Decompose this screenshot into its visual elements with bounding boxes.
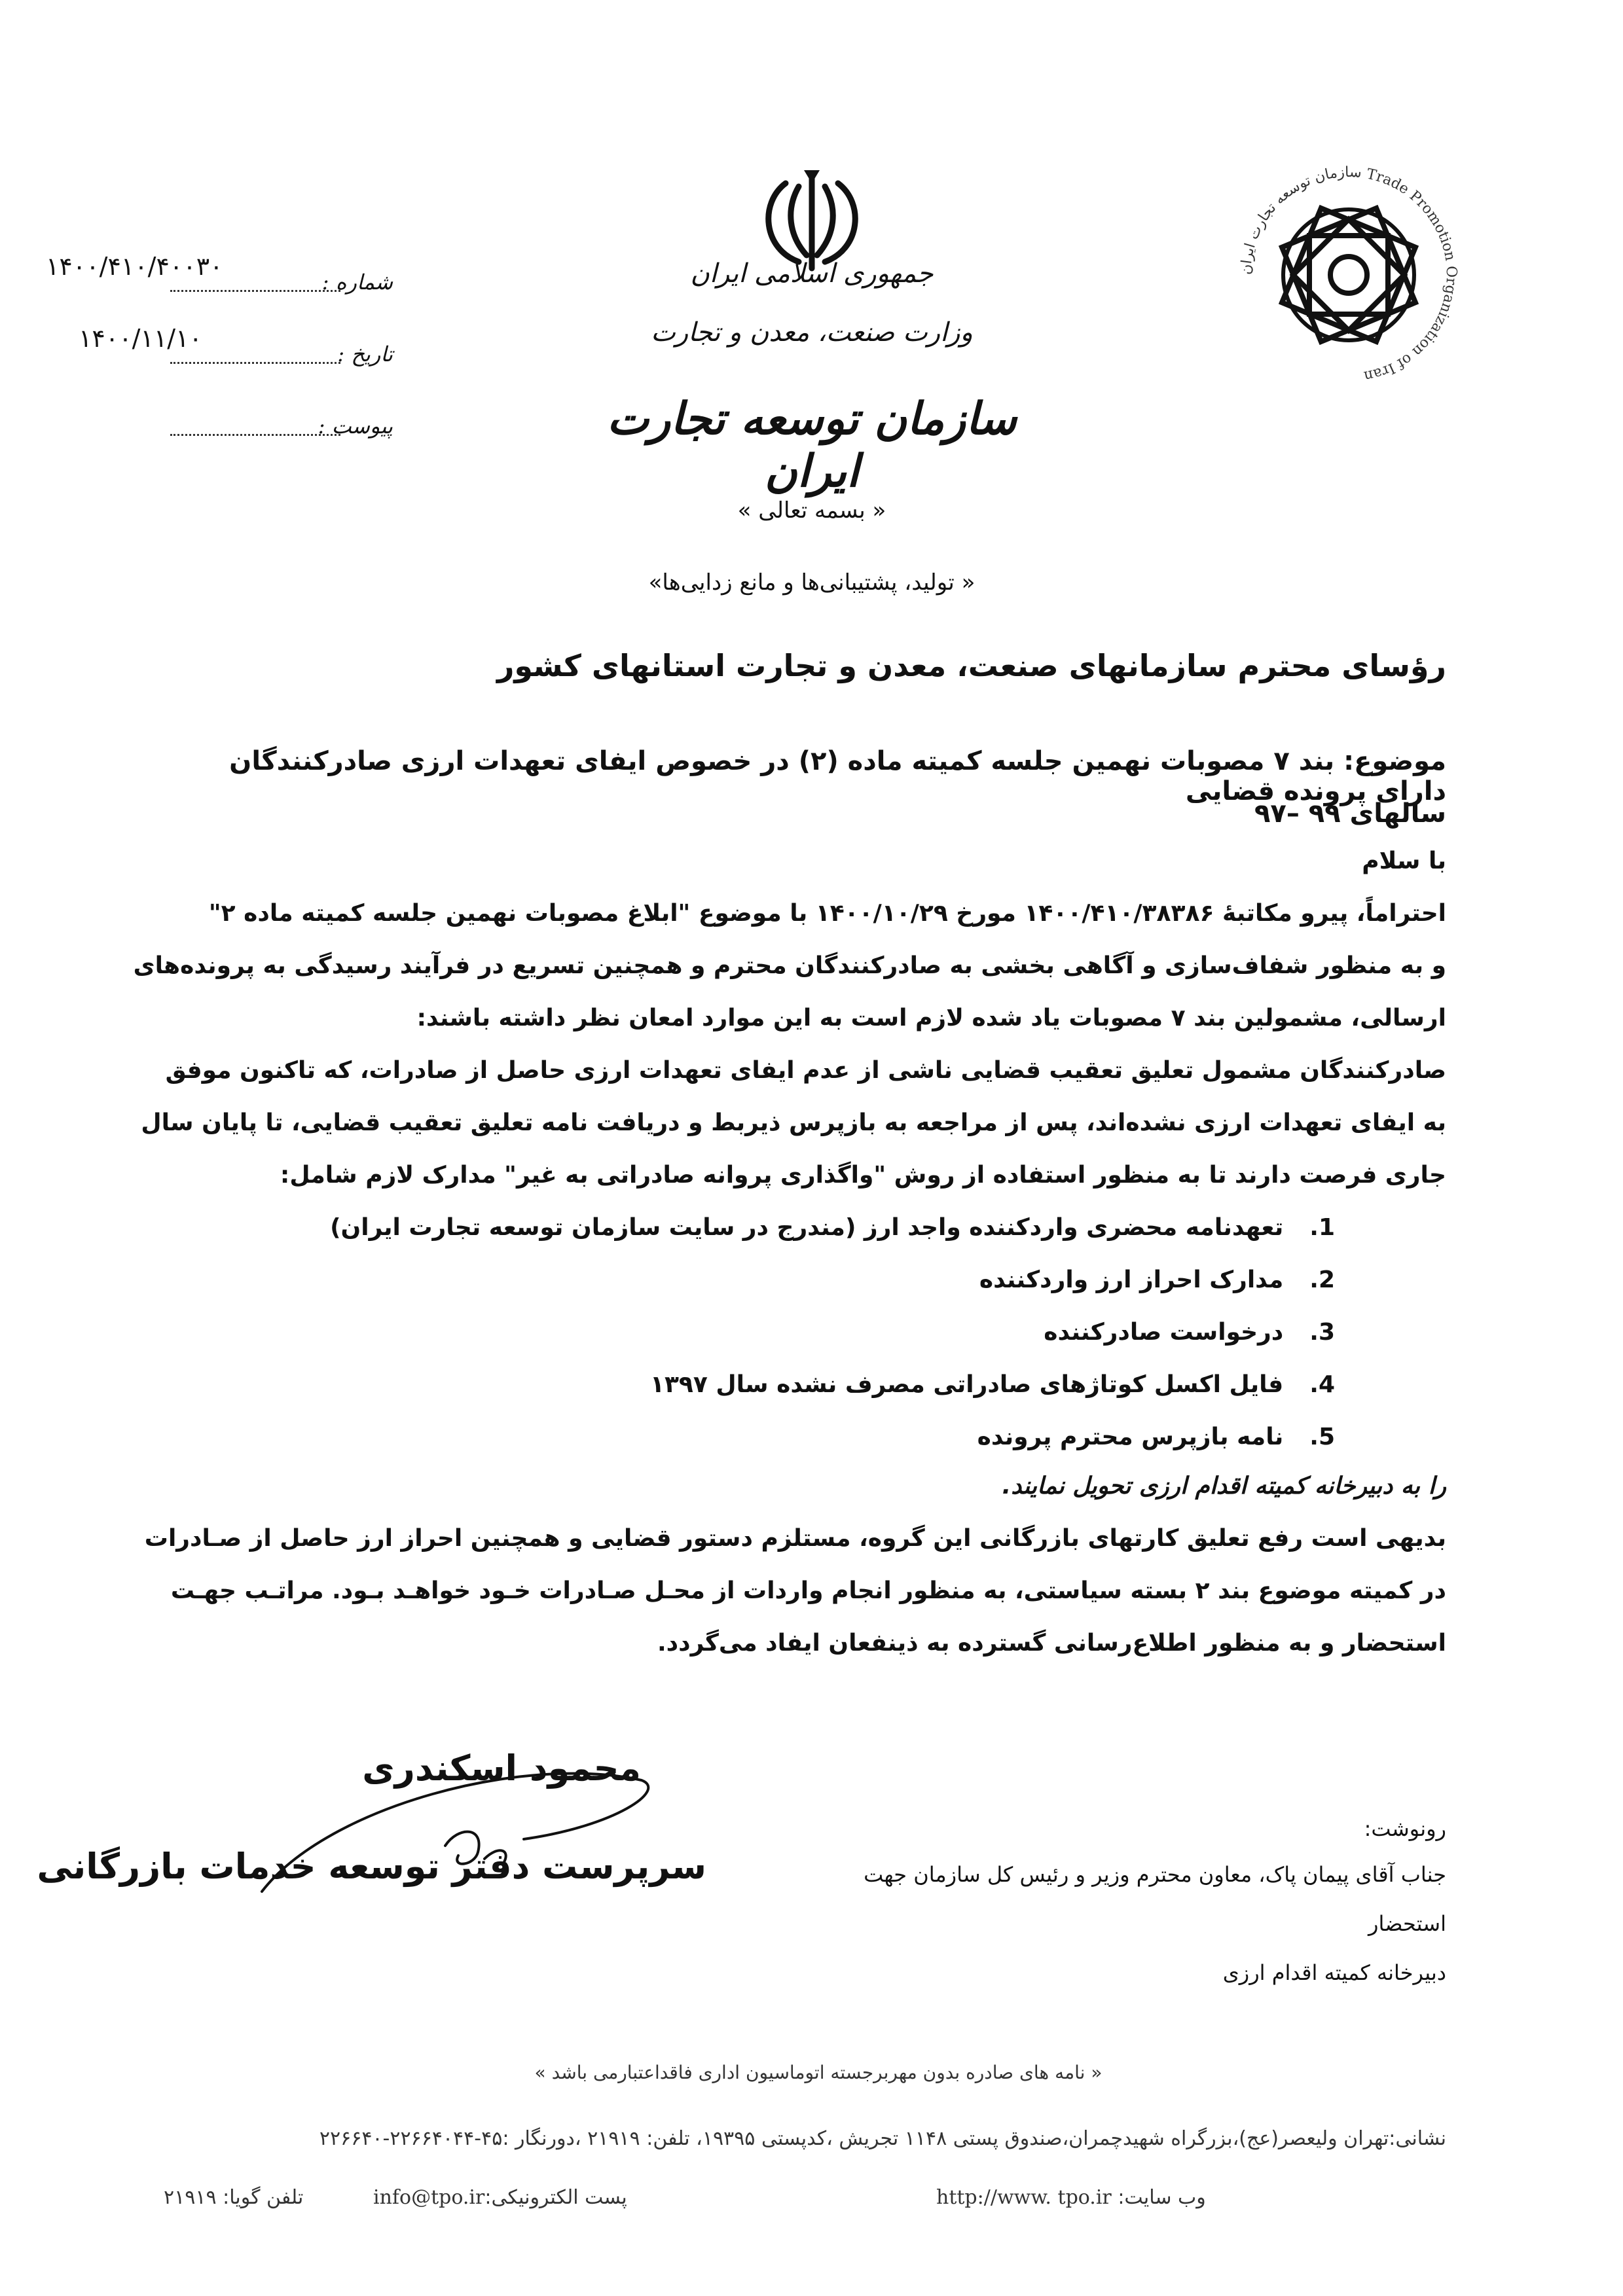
cc-line-2: استحضار — [1368, 1911, 1446, 1936]
ministry-name: وزارت صنعت، معدن و تجارت — [651, 317, 973, 348]
letter-date-field — [170, 321, 393, 373]
tpo-logo-icon — [1231, 157, 1467, 393]
paragraph-3-line-3: استحضار و به منظور اطلاع‌رسانی گسترده به ذینفعان ایفاد می‌گردد. — [657, 1630, 1446, 1657]
cc-line-3: دبیرخانه کمیته اقدام ارزی — [1222, 1960, 1446, 1985]
paragraph-3-line-2: در کمیته موضوع بند ۲ بسته سیاستی، به منظور انجام واردات از محـل صـادرات خـود خواهـد بـود. مراتـب جهـت — [170, 1577, 1446, 1604]
signer-name: محمود اسکندری — [362, 1748, 641, 1789]
letter-number-value: ۱۴۰۰/۴۱۰/۴۰۰۳۰ — [46, 252, 223, 281]
signer-title: سرپرست دفتر توسعه خدمات بازرگانی — [37, 1846, 706, 1887]
attachment-field — [170, 393, 393, 445]
footer-phone: تلفن گویا: ۲۱۹۱۹ — [164, 2186, 304, 2209]
list-item: 5.نامه بازپرس محترم پرونده — [977, 1424, 1335, 1450]
email-link[interactable]: info@tpo.ir — [373, 2186, 485, 2209]
letter-date-value: ۱۴۰۰/۱۱/۱۰ — [79, 324, 202, 353]
letter-number-label: شماره : — [321, 270, 393, 295]
cc-line-1: جناب آقای پیمان پاک، معاون محترم وزیر و رئیس کل سازمان جهت — [864, 1862, 1446, 1887]
list-item: 4.فایل اکسل کوتاژهای صادراتی مصرف نشده سال ۱۳۹۷ — [649, 1371, 1335, 1398]
paragraph-1-line-3: ارسالی، مشمولین بند ۷ مصوبات یاد شده لازم است به این موارد امعان نظر داشته باشند: — [416, 1005, 1446, 1031]
paragraph-3-line-1: بدیهی است رفع تعلیق کارتهای بازرگانی این گروه، مستلزم دستور قضایی و همچنین احراز ارز حاصل از صـادرات — [144, 1525, 1446, 1552]
paragraph-2-line-1: صادرکنندگان مشمول تعلیق تعقیب قضایی ناشی از عدم ایفای تعهدات ارزی حاصل از صادرات، که تاکنون موفق — [165, 1057, 1446, 1084]
after-list-line: را به دبیرخانه کمیته اقدام ارزی تحویل نمایند. — [1002, 1473, 1446, 1499]
footer-address: نشانی:تهران ولیعصر(عج)،بزرگراه شهیدچمران،صندوق پستی ۱۱۴۸ تجریش ،کدپستی ۱۹۳۹۵، تلفن: ۲۱۹۱۹ ،دورنگار :۴۵-۲۲۶۶۴۰۴۴-۲۲۶۶۴۰ — [319, 2127, 1446, 2150]
slogan-line: « تولید، پشتیبانی‌ها و مانع زدایی‌ها» — [648, 569, 976, 596]
subject-line-1: موضوع: بند ۷ مصوبات نهمین جلسه کمیته ماده (۲) در خصوص ایفای تعهدات ارزی صادرکنندگان دارای پرونده قضایی — [229, 746, 1446, 806]
subject-line-2: سالهای ۹۹ –۹۷ — [1254, 798, 1446, 829]
list-item: 1.تعهدنامه محضری واردکننده واجد ارز (مندرج در سایت سازمان توسعه تجارت ایران) — [330, 1214, 1335, 1241]
greeting: با سلام — [1362, 848, 1446, 874]
attachment-label: پیوست : — [318, 414, 393, 439]
list-item: 3.درخواست صادرکننده — [1044, 1319, 1335, 1346]
footer-notice: « نامه های صادره بدون مهربرجسته اتوماسیون اداری فاقداعتبارمی باشد » — [534, 2062, 1103, 2083]
republic-name: جمهوری اسلامی ایران — [690, 259, 934, 289]
footer-email: پست الکترونیکی:info@tpo.ir — [373, 2186, 627, 2209]
paragraph-2-line-3: جاری فرصت دارند تا به منظور استفاده از روش "واگذاری پروانه صادراتی به غیر" مدارک لازم شامل: — [280, 1162, 1446, 1189]
organization-name: سازمان توسعه تجارت ایران — [607, 393, 1017, 497]
paragraph-2-line-2: به ایفای تعهدات ارزی نشده‌اند، پس از مراجعه به بازپرس ذیربط و دریافت نامه تعلیق تعقیب قضایی، تا پایان سال — [141, 1109, 1446, 1136]
bismillah-line: « بسمه تعالی » — [737, 497, 886, 524]
letter-date-label: تاریخ : — [337, 342, 393, 367]
addressee: رؤسای محترم سازمانهای صنعت، معدن و تجارت استانهای کشور — [496, 648, 1446, 683]
list-item: 2.مدارک احراز ارز واردکننده — [979, 1266, 1335, 1293]
website-link[interactable]: http://www. tpo.ir — [936, 2186, 1112, 2209]
paragraph-1-line-1: احتراماً، پیرو مکاتبهٔ ۱۴۰۰/۴۱۰/۳۸۳۸۶ مورخ ۱۴۰۰/۱۰/۲۹ با موضوع "ابلاغ مصوبات نهمین جلسه کمیته ماده ۲" — [208, 900, 1446, 927]
svg-text:سازمان توسعه تجارت ایران Trade: سازمان توسعه تجارت ایران Trade Promotion Organization of Iran — [1237, 164, 1460, 385]
footer-website: وب سایت: http://www. tpo.ir — [936, 2186, 1206, 2209]
cc-label: رونوشت: — [1364, 1816, 1446, 1841]
paragraph-1-line-2: و به منظور شفاف‌سازی و آگاهی بخشی به صادرکنندگان محترم و همچنین تسریع در فرآیند رسیدگی به پرونده‌های — [133, 952, 1446, 979]
